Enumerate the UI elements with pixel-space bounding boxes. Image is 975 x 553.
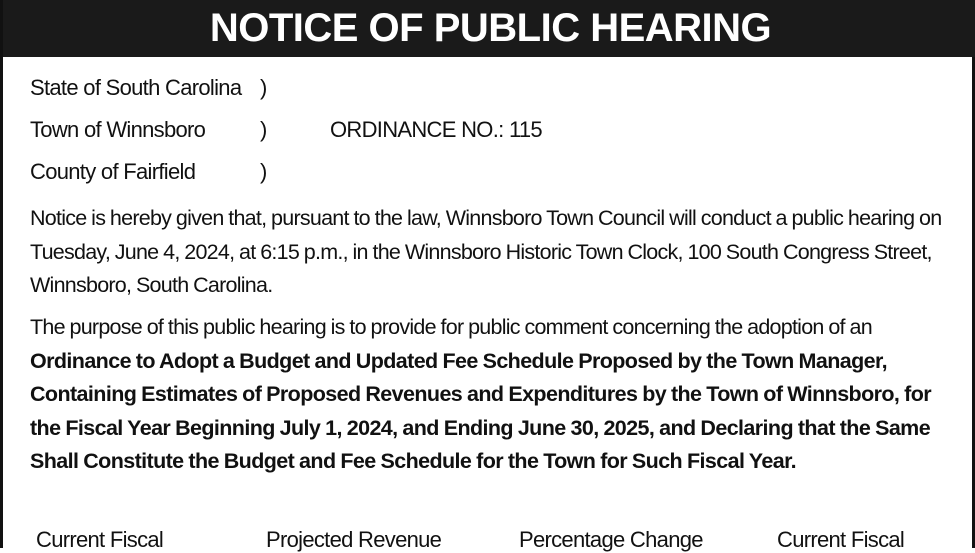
ordinance-label: ORDINANCE NO.: [330, 117, 504, 142]
town-label: Town of Winnsboro [30, 117, 206, 142]
notice-paragraph: Notice is hereby given that, pursuant to the law, Winnsboro Town Council will conduct a public hearing on Tuesday, June 4, 2024, at 6:15 p.m., in the Winnsboro Historic Town Clock, 100 South Congress Street, Winnsboro, South Carolina. [30, 206, 942, 297]
table-header-current-fiscal-2: Current Fiscal [777, 527, 905, 552]
ordinance-line [330, 117, 542, 143]
ordinance-number: 115 [508, 117, 542, 142]
table-header-percentage-change: Percentage Change [519, 527, 703, 552]
town-paren: ) [260, 117, 268, 142]
table-header-current-fiscal: Current Fiscal [36, 527, 164, 552]
purpose-paragraph [30, 311, 950, 479]
ordinance-title: Ordinance to Adopt a Budget and Updated Fee Schedule Proposed by the Town Manager, Containing Estimates of Proposed Revenues and Expenditures by the Town of Winnsboro, for the Fiscal Year Beginning July 1, 2024, and Ending June 30, 2025, and Declaring that the Same Shall Constitute the Budget and Fee Schedule for the Town for Such Fiscal Year. [30, 348, 932, 473]
notice-title: NOTICE OF PUBLIC HEARING [3, 0, 975, 57]
purpose-intro: The purpose of this public hearing is to provide for public comment concerning the adoption of an [30, 315, 872, 339]
state-label: State of South Carolina [30, 75, 242, 100]
county-paren: ) [260, 159, 268, 184]
county-label: County of Fairfield [30, 159, 196, 184]
table-header-projected-revenue: Projected Revenue [266, 527, 442, 552]
state-paren: ) [260, 75, 268, 100]
